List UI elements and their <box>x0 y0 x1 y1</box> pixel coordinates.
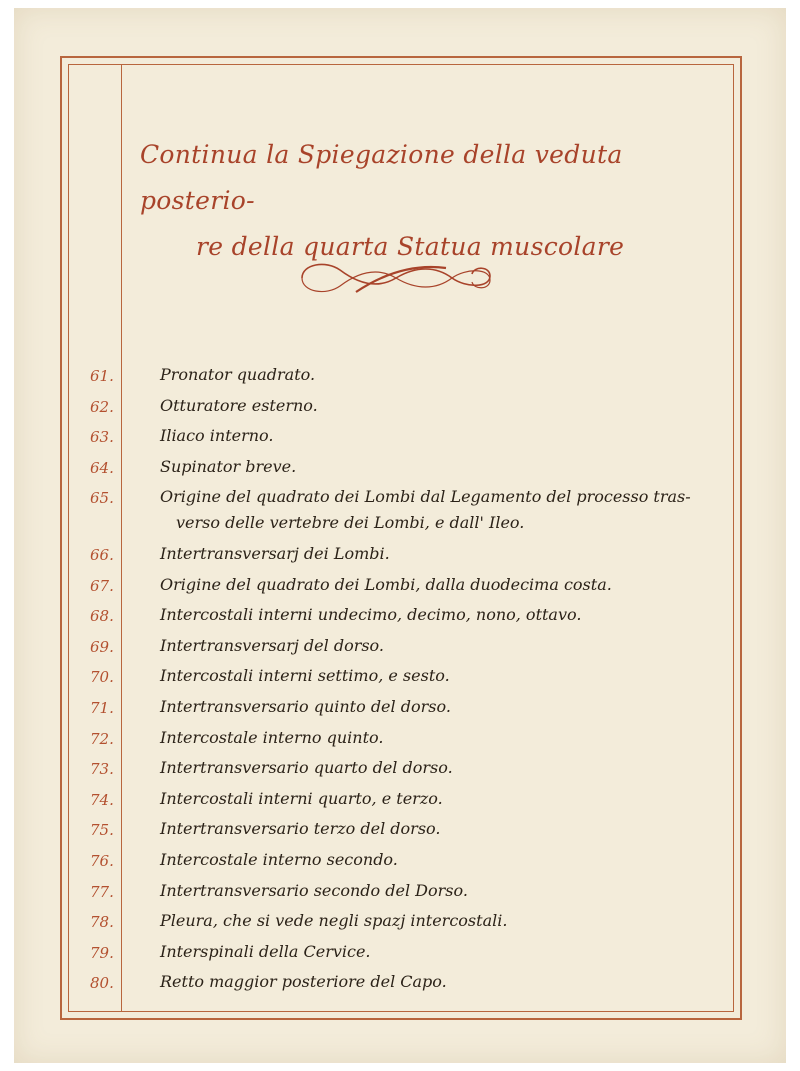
entry-number: 76. <box>90 852 114 870</box>
entry-number: 77. <box>90 882 114 901</box>
entry-text: Intertransversario quinto del dorso. <box>160 697 451 716</box>
entry-number: 71. <box>90 699 114 717</box>
entry-number: 64. <box>90 458 114 477</box>
entry-number: 61. <box>90 367 114 385</box>
entry-number: 65. <box>90 489 114 508</box>
entry-text: Intertransversario terzo del dorso. <box>160 819 441 839</box>
entry-text: Intertransversarj dei Lombi. <box>160 544 390 563</box>
entry-number: 69. <box>90 637 114 656</box>
entry-text: Intercostale interno quinto. <box>160 727 384 747</box>
entry-number: 70. <box>90 668 114 687</box>
entry-text: Intercostali interni undecimo, decimo, nono, ottavo. <box>160 605 582 625</box>
entry-text: Interspinali della Cervice. <box>160 941 371 961</box>
entry-text: Origine del quadrato dei Lombi, dalla duodecima costa. <box>160 574 612 594</box>
entry-text: Intertransversario secondo del Dorso. <box>160 880 468 900</box>
entry-number: 74. <box>90 790 114 809</box>
entry-text: Intertransversario quarto del dorso. <box>160 758 453 778</box>
entry-text: Intercostali interni quarto, e terzo. <box>160 788 443 808</box>
entry-number: 80. <box>90 974 114 993</box>
entry-number: 78. <box>90 913 114 932</box>
entry-text: Pleura, che si vede negli spazj intercostali. <box>160 911 508 931</box>
entry-text: Intertransversarj del dorso. <box>160 635 384 655</box>
entry-number: 62. <box>90 397 114 416</box>
entry-continuation: verso delle vertebre dei Lombi, e dall' Ileo. <box>176 513 525 533</box>
entry-text: Supinator breve. <box>160 456 297 476</box>
entry-number: 73. <box>90 760 114 779</box>
entry-text: Iliaco interno. <box>160 426 274 446</box>
entry-number: 63. <box>90 428 114 447</box>
title-line-2: re della quarta Statua muscolare <box>196 232 625 261</box>
entry-number: 66. <box>90 546 114 564</box>
entry-text: Intercostali interni settimo, e sesto. <box>160 666 450 686</box>
title-line-1: Continua la Spiegazione della veduta posterio- <box>140 140 623 215</box>
entry-number: 67. <box>90 576 114 595</box>
entry-number: 79. <box>90 943 114 962</box>
entry-text: Otturatore esterno. <box>160 395 318 415</box>
entry-number: 68. <box>90 607 114 626</box>
entry-text: Retto maggior posteriore del Capo. <box>160 972 447 992</box>
entry-text: Pronator quadrato. <box>160 365 316 384</box>
entry-text: Intercostale interno secondo. <box>160 850 398 869</box>
entry-text: Origine del quadrato dei Lombi dal Legamento del processo tras- <box>160 487 691 507</box>
entry-number: 75. <box>90 821 114 840</box>
entry-number: 72. <box>90 729 114 748</box>
